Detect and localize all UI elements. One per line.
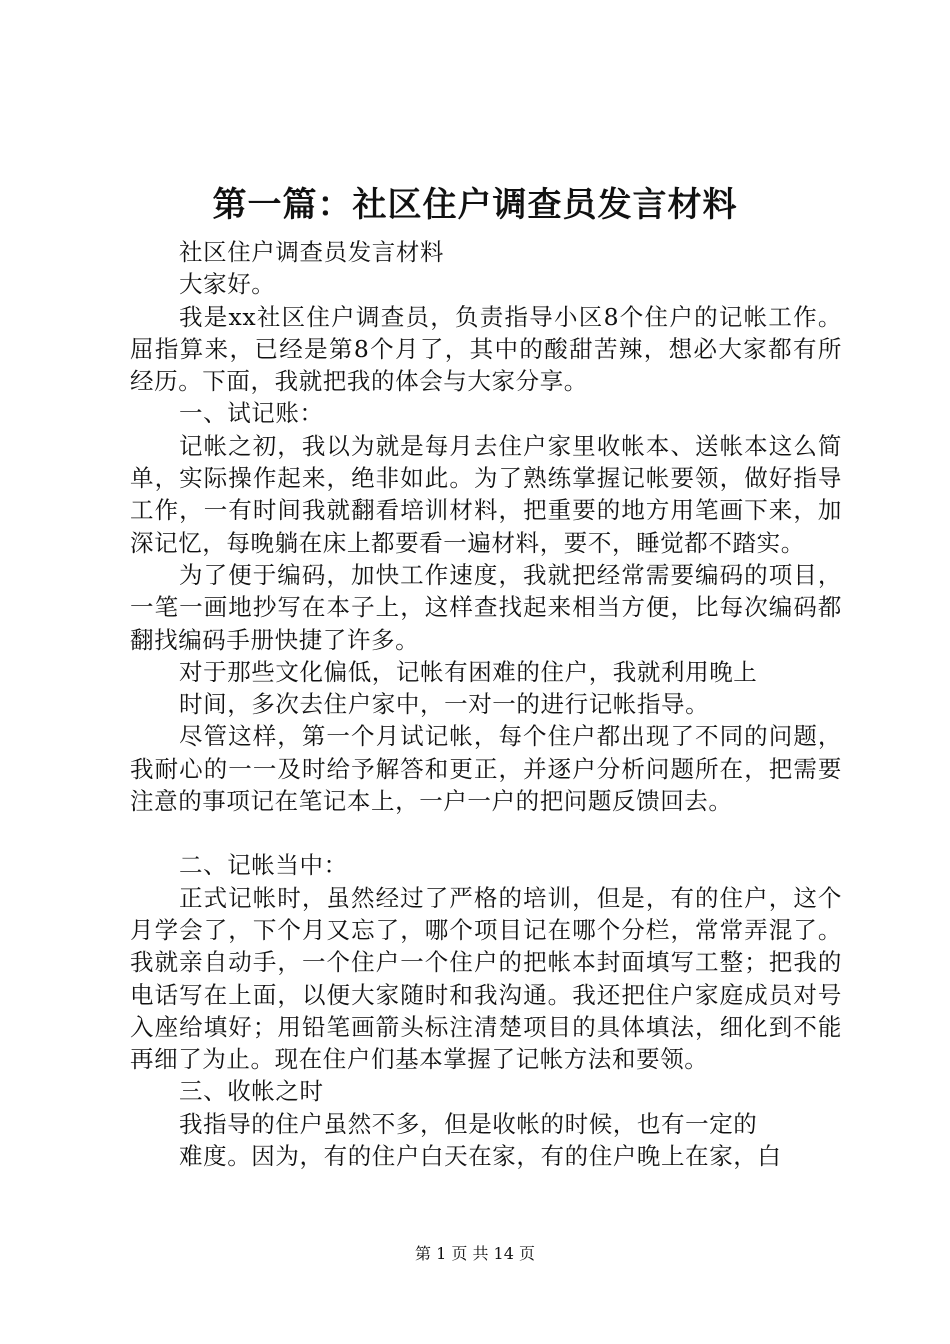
paragraph: 对于那些文化偏低，记帐有困难的住户，我就利用晚上	[179, 657, 758, 686]
paragraph: 我指导的住户虽然不多，但是收帐的时候，也有一定的	[179, 1109, 758, 1138]
blank-line	[130, 817, 842, 849]
paragraph: 时间，多次去住户家中，一对一的进行记帐指导。	[179, 690, 710, 719]
document-body	[130, 236, 842, 1172]
page-number-footer: 第 1 页 共 14 页	[415, 1244, 535, 1263]
section-heading: 二、记帐当中：	[179, 851, 348, 880]
paragraph: 记帐之初，我以为就是每月去住户家里收帐本、送帐本这么简单，实际操作起来，绝非如此。为了熟练掌握记帐要领，做好指导工作，一有时间我就翻看培训材料，把重要的地方用笔画下来，加深记忆，每晚躺在床上都要看一遍材料，要不，睡觉都不踏实。	[130, 431, 842, 557]
section-heading: 一、试记账：	[179, 399, 324, 428]
paragraph: 难度。因为，有的住户白天在家，有的住户晚上在家，白	[179, 1142, 782, 1171]
paragraph: 为了便于编码，加快工作速度，我就把经常需要编码的项目，一笔一画地抄写在本子上，这样查找起来相当方便，比每次编码都翻找编码手册快捷了许多。	[130, 560, 842, 654]
paragraph: 我是xx社区住户调查员，负责指导小区8个住户的记帐工作。屈指算来，已经是第8个月了，其中的酸甜苦辣，想必大家都有所经历。下面，我就把我的体会与大家分享。	[130, 302, 842, 396]
paragraph: 尽管这样，第一个月试记帐，每个住户都出现了不同的问题，我耐心的一一及时给予解答和更正，并逐户分析问题所在，把需要注意的事项记在笔记本上，一户一户的把问题反馈回去。	[130, 722, 842, 816]
greeting-line: 大家好。	[179, 270, 276, 299]
subtitle-line: 社区住户调查员发言材料	[179, 238, 445, 266]
paragraph: 正式记帐时，虽然经过了严格的培训，但是，有的住户，这个月学会了，下个月又忘了，哪个项目记在哪个分栏，常常弄混了。我就亲自动手，一个住户一个住户的把帐本封面填写工整；把我的电话写在上面，以便大家随时和我沟通。我还把住户家庭成员对号入座给填好；用铅笔画箭头标注清楚项目的具体填法，细化到不能再细了为止。现在住户们基本掌握了记帐方法和要领。	[130, 883, 842, 1074]
section-heading: 三、收帐之时	[179, 1077, 324, 1106]
document-title: 第一篇：社区住户调查员发言材料	[212, 185, 738, 225]
